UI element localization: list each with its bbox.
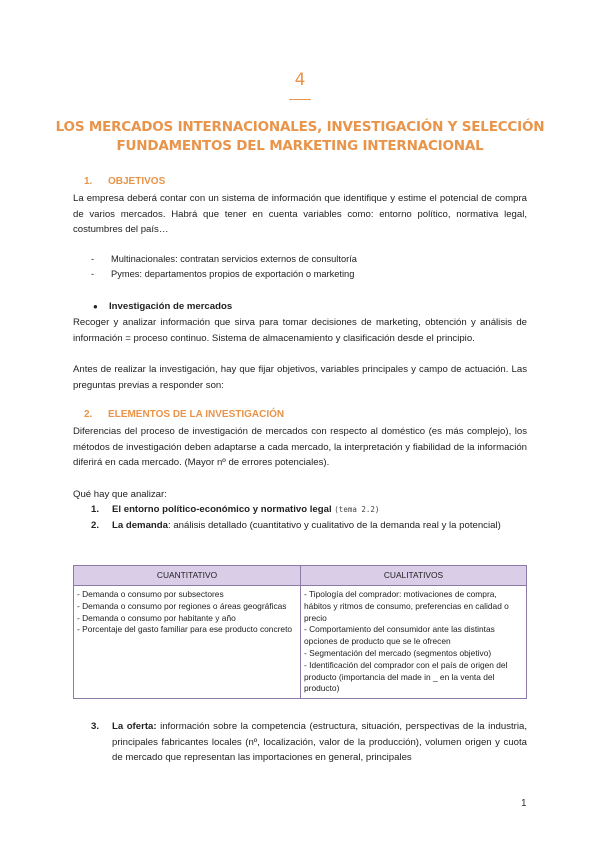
chapter-title-line2: FUNDAMENTOS DEL MARKETING INTERNACIONAL [116,138,484,154]
table-cell-cuantitativo [74,586,301,699]
item-bold: La oferta: [112,721,157,732]
section-title: ELEMENTOS DE LA INVESTIGACIÓN [108,409,285,420]
list-item [91,269,354,279]
paragraph-elementos: Diferencias del proceso de investigación de mercados con respecto al doméstico (es más complejo), los métodos de investigación deben adaptarse a cada mercado, la interpretación y fiabilidad de la información diferirá en cada mercado. (Mayor nº de errores potenciales). [73,426,527,468]
cell-line: - Demanda o consumo por habitante y año [77,612,236,623]
subheading-text: Investigación de mercados [109,301,233,312]
section-number: 2. [84,409,93,420]
demand-table [73,565,527,699]
list-item-text: Pymes: departamentos propios de exportación o marketing [111,269,355,279]
chapter-title-line1: LOS MERCADOS INTERNACIONALES, INVESTIGACIÓN Y SELECCIÓN [55,119,545,135]
section-title: OBJETIVOS [108,176,166,187]
paragraph-objetivos: La empresa deberá contar con un sistema de información que identifique y estime el potencial de compra de varios mercados. Habrá que tener en cuenta variables como: entorno político, normativa legal, costumbres del país… [73,193,527,235]
list-item-text: Multinacionales: contratan servicios externos de consultoría [111,254,357,264]
cell-line: - Identificación del comprador con el país de origen del producto (importancia del made in _ en la venta del producto) [304,659,508,694]
item-text: : análisis detallado (cuantitativo y cualitativo de la demanda real y la potencial) [167,520,501,531]
cell-line: - Comportamiento del consumidor ante las distintas opciones de producto que se le ofrecen [304,624,495,647]
dash-bullet: - [91,254,95,264]
chapter-rule [289,99,311,100]
paragraph-investigacion: Recoger y analizar información que sirva para tomar decisiones de marketing, obtención y análisis de información = proceso continuo. Sistema de almacenamiento y clasificación desde el principio. [73,317,527,344]
item-tag: (tema 2.2) [334,505,380,514]
page-number: 1 [521,798,527,809]
table-cell-cualitativos [301,586,527,699]
cell-line: - Demanda o consumo por regiones o áreas geográficas [77,600,287,611]
item-number: 1. [91,504,100,515]
item-number: 3. [91,721,100,732]
ordered-list-item [91,719,527,766]
table-header: CUANTITATIVO [74,566,301,586]
section-number: 1. [84,176,93,187]
cell-line: - Segmentación del mercado (segmentos objetivo) [304,647,492,658]
section-heading-elementos [84,409,284,420]
ordered-list-item [91,502,527,518]
table-row [74,586,527,699]
ordered-list-item [91,518,527,534]
list-item [91,254,357,264]
paragraph-lead: Qué hay que analizar: [73,489,167,500]
cell-line: - Demanda o consumo por subsectores [77,589,224,599]
section-heading-objetivos [84,176,165,187]
cell-line: - Porcentaje del gasto familiar para ese producto concreto [77,624,293,635]
table-header: CUALITATIVOS [301,566,527,586]
item-bold: La demanda [112,520,168,531]
subheading-investigacion [93,301,232,312]
cell-line: - Tipología del comprador: motivaciones de compra, hábitos y ritmos de consumo, preferencias en calidad o precio [304,589,509,623]
chapter-number: 4 [294,70,306,90]
dot-bullet-icon: ● [93,302,98,311]
chapter-title [40,118,560,156]
item-number: 2. [91,520,100,531]
item-bold: El entorno político-económico y normativo legal [112,504,332,515]
item-text: información sobre la competencia (estructura, situación, perspectivas de la industria, principales fabricantes locales (nº, localización, valor de la producción), volumen origen y cuota de mercado que representan las importaciones en general, principales [112,721,528,763]
dash-bullet: - [91,269,95,279]
table-header-row [74,566,527,586]
paragraph-preguntas: Antes de realizar la investigación, hay que fijar objetivos, variables principales y campo de actuación. Las preguntas previas a responder son: [73,364,527,391]
